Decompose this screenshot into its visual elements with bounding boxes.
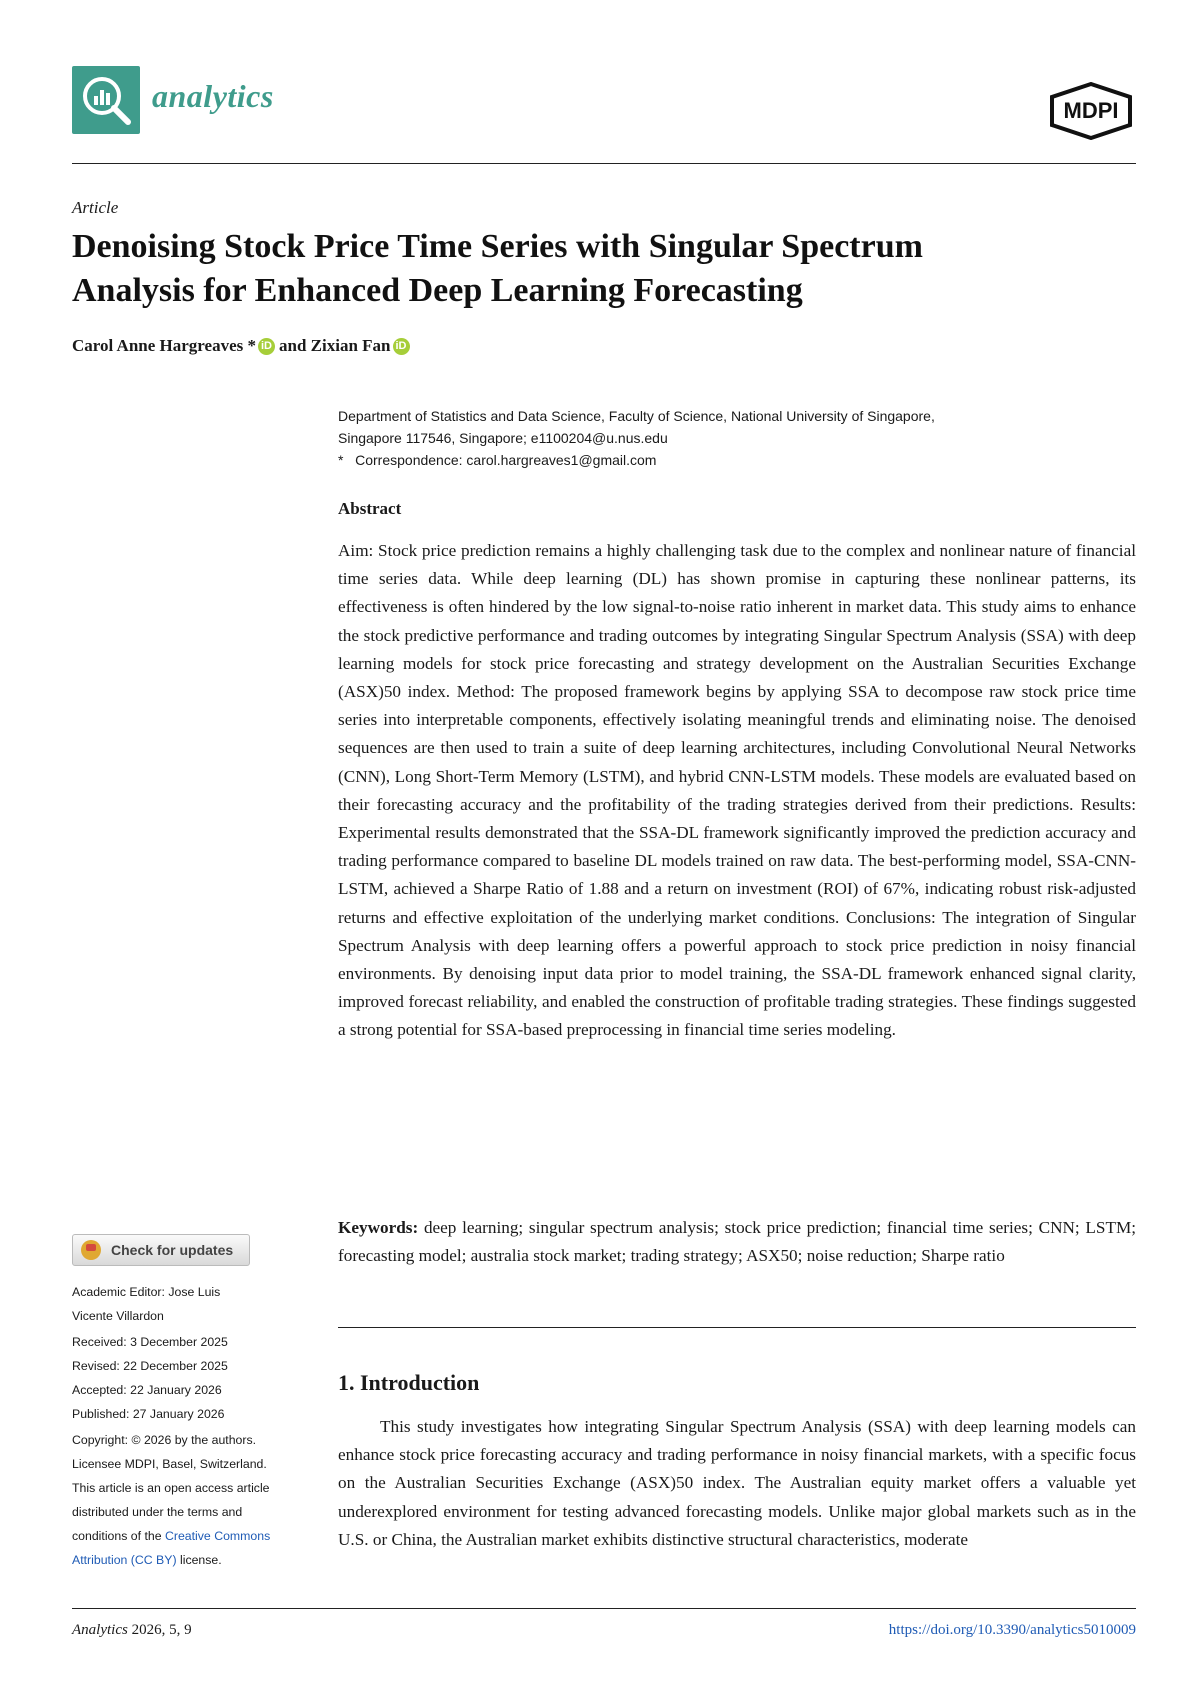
title-line-1: Denoising Stock Price Time Series with Singular Spectrum (72, 228, 923, 265)
author-2: and Zixian Fan (279, 336, 391, 355)
keywords (338, 1214, 1136, 1270)
copyright-line: Licensee MDPI, Basel, Switzerland. (72, 1457, 267, 1471)
cc-license-link[interactable]: Creative Commons (164, 1529, 271, 1543)
footer-journal: Analytics (72, 1622, 128, 1638)
abstract-heading: Abstract (338, 499, 402, 518)
mdpi-logo[interactable] (1046, 82, 1136, 145)
copyright-notice (72, 1428, 310, 1572)
accepted-date: Accepted: 22 January 2026 (72, 1383, 222, 1397)
title-line-2: Analysis for Enhanced Deep Learning Forecasting (72, 272, 803, 309)
received-date: Received: 3 December 2025 (72, 1335, 228, 1349)
revised-date: Revised: 22 December 2025 (72, 1359, 228, 1373)
check-for-updates-button[interactable] (72, 1234, 250, 1266)
crossmark-icon (81, 1240, 101, 1260)
orcid-icon[interactable]: iD (258, 338, 275, 355)
copyright-line: Copyright: © 2026 by the authors. (72, 1433, 257, 1447)
copyright-line: distributed under the terms and (72, 1505, 243, 1519)
cc-license-link[interactable]: Attribution (CC BY) (72, 1553, 177, 1567)
abstract-text: Aim: Stock price prediction remains a highly challenging task due to the complex and nonlinear nature of financial time series data. While deep learning (DL) has shown promise in capturing these nonlinear patterns, its effectiveness is often hindered by the low signal-to-noise ratio inherent in market data. This study aims to enhance the stock predictive performance and trading outcomes by integrating Singular Spectrum Analysis (SSA) with deep learning models for stock price forecasting and strategy development on the Australian Securities Exchange (ASX)50 index. Method: The proposed framework begins by applying SSA to decompose raw stock price time series into interpretable components, effectively isolating meaningful trends and eliminating noise. The denoised sequences are then used to train a suite of deep learning architectures, including Convolutional Neural Networks (CNN), Long Short-Term Memory (LSTM), and hybrid CNN-LSTM models. These models are evaluated based on their forecasting accuracy and the profitability of the trading strategies derived from their predictions. Results: Experimental results demonstrated that the SSA-DL framework significantly improved the prediction accuracy and trading performance compared to baseline DL models trained on raw data. The best-performing model, SSA-CNN-LSTM, achieved a Sharpe Ratio of 1.88 and a return on investment (ROI) of 67%, indicating robust risk-adjusted returns and effective exploitation of the underlying market conditions. Conclusions: The integration of Singular Spectrum Analysis with deep learning offers a powerful approach to stock price prediction in noisy financial environments. By denoising input data prior to model training, the SSA-DL framework enhanced signal clarity, improved forecast reliability, and enabled the construction of profitable trading strategies. These findings suggested a strong potential for SSA-based preprocessing in financial time series modeling. (338, 541, 1136, 1040)
header-divider (72, 163, 1136, 164)
footer-volume: 2026, 5, 9 (131, 1622, 192, 1638)
keywords-text: deep learning; singular spectrum analysis; stock price prediction; financial time series; CNN; LSTM; forecasting model; australia stock market; trading strategy; ASX50; noise reduction; Sharpe ratio (338, 1218, 1137, 1265)
introduction-text: This study investigates how integrating Singular Spectrum Analysis (SSA) with deep learning models can enhance stock price forecasting accuracy and trading performance in noisy financial markets, with a specific focus on the Australian Securities Exchange (ASX)50 index. The Australian equity market offers a valuable yet underexplored environment for testing advanced forecasting models. Unlike major global markets such as in the U.S. or China, the Australian market exhibits distinctive structural characteristics, moderate (338, 1417, 1136, 1549)
copyright-line: This article is an open access article (72, 1481, 270, 1495)
doi-link[interactable]: https://doi.org/10.3390/analytics5010009 (888, 1622, 1136, 1638)
keywords-label: Keywords: (338, 1218, 419, 1237)
correspondence: * Correspondence: carol.hargreaves1@gmail.com (338, 452, 657, 468)
magnifier-chart-icon (72, 66, 140, 134)
footer-divider (72, 1608, 1136, 1609)
check-for-updates-label: Check for updates (111, 1242, 234, 1258)
section-title: 1. Introduction (338, 1370, 480, 1395)
journal-logo (72, 66, 140, 134)
journal-name[interactable]: analytics (152, 78, 274, 114)
academic-editor (72, 1280, 310, 1328)
editor-label: Academic Editor: Jose Luis (72, 1285, 221, 1299)
publisher-name: MDPI (1063, 98, 1119, 123)
orcid-icon[interactable]: iD (393, 338, 410, 355)
author-1: Carol Anne Hargreaves * (72, 336, 256, 355)
affiliation (338, 405, 1038, 471)
abstract-divider (338, 1327, 1136, 1328)
license-text: license. (179, 1553, 222, 1567)
paper-title (72, 225, 1132, 313)
affiliation-line-2: Singapore 117546, Singapore; e1100204@u.nus.edu (338, 430, 668, 446)
affiliation-line-1: Department of Statistics and Data Science, Faculty of Science, National University of Singapore, (338, 408, 935, 424)
author-list (72, 336, 414, 356)
citation (72, 1622, 192, 1639)
copyright-line: conditions of the (72, 1529, 162, 1543)
editor-name: Vicente Villardon (72, 1309, 164, 1323)
publication-dates (72, 1330, 310, 1426)
article-type: Article (72, 198, 119, 217)
published-date: Published: 27 January 2026 (72, 1407, 225, 1421)
